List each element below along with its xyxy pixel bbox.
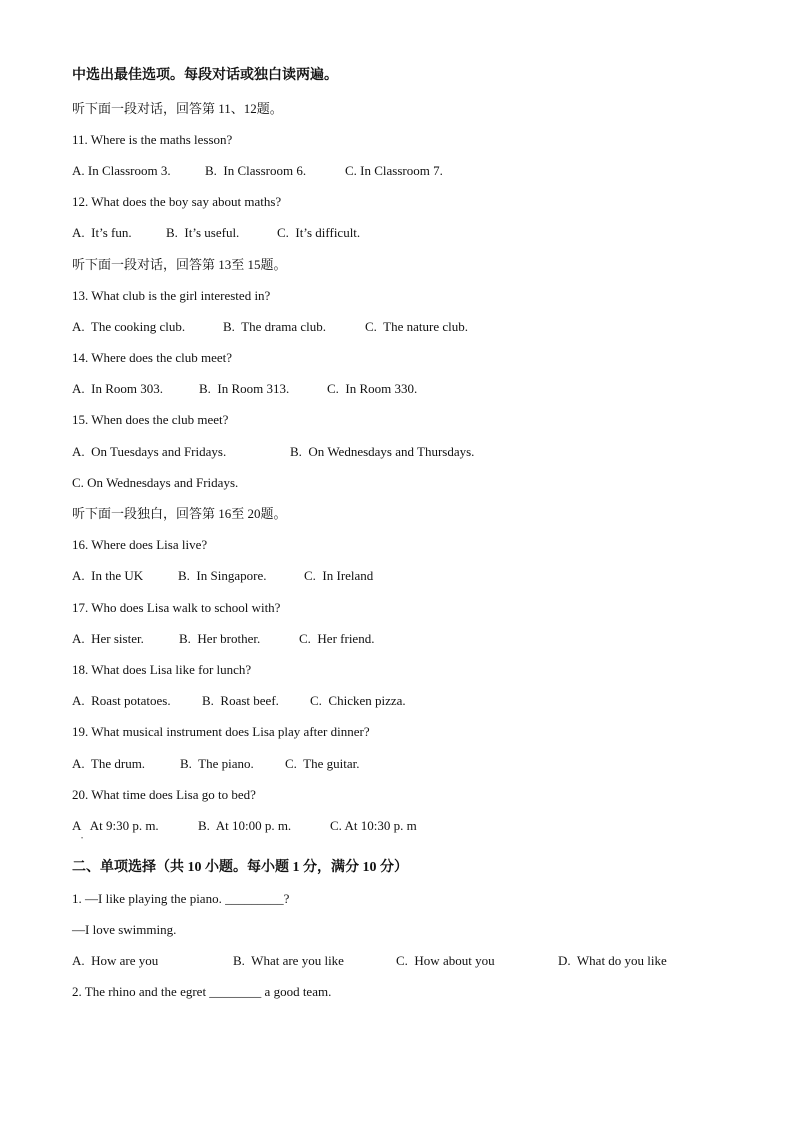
question-19: 19. What musical instrument does Lisa play after dinner? bbox=[72, 724, 370, 739]
section2-question-1: 1. —I like playing the piano. _________? bbox=[72, 891, 290, 906]
question-11: 11. Where is the maths lesson? bbox=[72, 132, 233, 147]
instruction-text: 中选出最佳选项。每段对话或独白读两遍。 bbox=[72, 68, 338, 83]
q14-option-c: C. In Room 330. bbox=[327, 381, 418, 396]
q19-option-a: A. The drum. bbox=[72, 756, 146, 771]
q11-option-a: A. In Classroom 3. bbox=[72, 163, 171, 178]
s2q1-option-b: B. What are you like bbox=[233, 953, 344, 968]
q13-option-b: B. The drama club. bbox=[223, 319, 327, 334]
q11-option-c: C. In Classroom 7. bbox=[345, 163, 443, 178]
q12-option-c: C. It’s difficult. bbox=[277, 225, 361, 240]
q16-option-c: C. In Ireland bbox=[304, 568, 374, 583]
s2q1-option-a: A. How are you bbox=[72, 953, 159, 968]
q13-option-a: A. The cooking club. bbox=[72, 319, 186, 334]
q20-option-b: B. At 10:00 p. m. bbox=[198, 818, 292, 833]
question-14: 14. Where does the club meet? bbox=[72, 350, 233, 365]
q15-option-c: C. On Wednesdays and Fridays. bbox=[72, 475, 239, 490]
section2-heading: 二、单项选择（共 10 小题。每小题 1 分，满分 10 分） bbox=[72, 860, 408, 875]
q13-option-c: C. The nature club. bbox=[365, 319, 469, 334]
s2q1-option-c: C. How about you bbox=[396, 953, 495, 968]
q16-option-b: B. In Singapore. bbox=[178, 568, 267, 583]
q12-option-a: A. It’s fun. bbox=[72, 225, 132, 240]
stray-dot-mark: • bbox=[81, 836, 84, 842]
q17-option-c: C. Her friend. bbox=[299, 631, 375, 646]
question-15: 15. When does the club meet? bbox=[72, 412, 229, 427]
q15-option-a: A. On Tuesdays and Fridays. bbox=[72, 444, 227, 459]
q19-option-b: B. The piano. bbox=[180, 756, 254, 771]
s2q1-option-d: D. What do you like bbox=[558, 953, 667, 968]
q16-option-a: A. In the UK bbox=[72, 568, 144, 583]
q11-option-b: B. In Classroom 6. bbox=[205, 163, 307, 178]
q12-option-b: B. It’s useful. bbox=[166, 225, 240, 240]
section2-question-2: 2. The rhino and the egret ________ a good team. bbox=[72, 984, 332, 999]
question-12: 12. What does the boy say about maths? bbox=[72, 194, 282, 209]
question-20: 20. What time does Lisa go to bed? bbox=[72, 787, 256, 802]
question-18: 18. What does Lisa like for lunch? bbox=[72, 662, 252, 677]
section2-question-1-reply: —I love swimming. bbox=[72, 922, 177, 937]
q17-option-b: B. Her brother. bbox=[179, 631, 261, 646]
q20-option-c: C. At 10:30 p. m bbox=[330, 818, 417, 833]
q18-option-b: B. Roast beef. bbox=[202, 693, 279, 708]
q14-option-b: B. In Room 313. bbox=[199, 381, 290, 396]
q17-option-a: A. Her sister. bbox=[72, 631, 144, 646]
question-13: 13. What club is the girl interested in? bbox=[72, 288, 271, 303]
q19-option-c: C. The guitar. bbox=[285, 756, 360, 771]
q18-option-a: A. Roast potatoes. bbox=[72, 693, 171, 708]
q20-option-a: A At 9:30 p. m. bbox=[72, 818, 159, 833]
q18-option-c: C. Chicken pizza. bbox=[310, 693, 406, 708]
q14-option-a: A. In Room 303. bbox=[72, 381, 163, 396]
question-16: 16. Where does Lisa live? bbox=[72, 537, 208, 552]
q15-option-b: B. On Wednesdays and Thursdays. bbox=[290, 444, 475, 459]
dialogue2-heading: 听下面一段对话，回答第 13至 15题。 bbox=[72, 257, 287, 272]
question-17: 17. Who does Lisa walk to school with? bbox=[72, 600, 281, 615]
monologue-heading: 听下面一段独白，回答第 16至 20题。 bbox=[72, 506, 287, 521]
dialogue1-heading: 听下面一段对话，回答第 11、12题。 bbox=[72, 101, 283, 116]
